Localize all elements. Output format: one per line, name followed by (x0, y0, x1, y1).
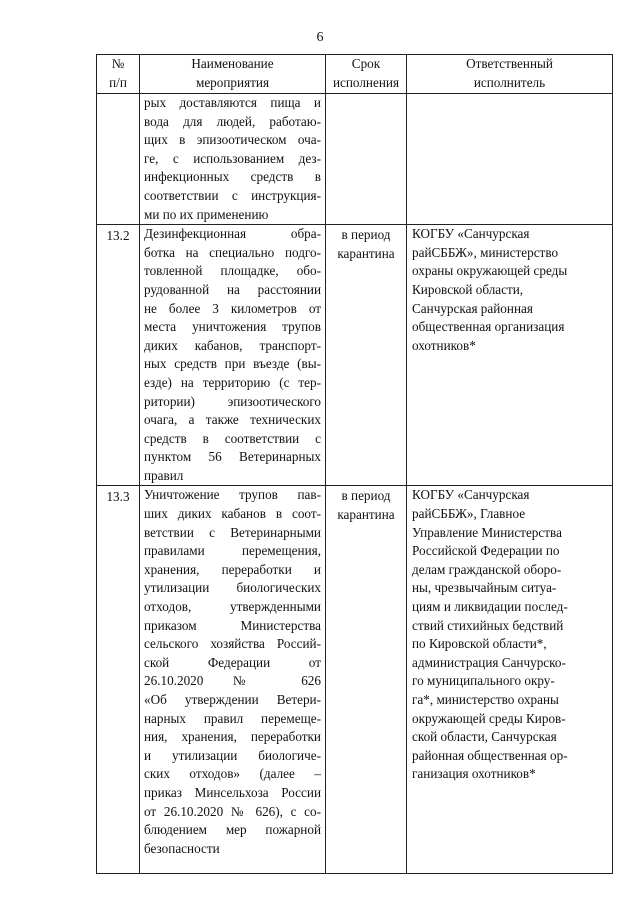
responsible-executor-line: Кировской области, (412, 281, 524, 297)
execution-term-line: карантина (337, 245, 395, 261)
table-header-row (97, 55, 613, 94)
measure-name-line: ботка на специально подго- (144, 244, 321, 260)
responsible-executor-line: охраны окружающей среды (412, 263, 568, 279)
responsible-executor-line: КОГБУ «Санчурская (412, 226, 530, 242)
measure-name-line: утилизации биологических (144, 580, 321, 596)
responsible-executor-line: администрация Санчурско- (412, 654, 566, 670)
measure-name-line: блюдением мер пожарной (144, 822, 321, 838)
responsible-executor-line: ствий стихийных бедствий (412, 617, 564, 633)
measure-name-line: хранения, переработки и (144, 561, 321, 577)
page-number: 6 (316, 30, 324, 45)
measure-name-line: сельского хозяйства Россий- (144, 636, 321, 652)
responsible-executor-line: Российской Федерации по (412, 543, 560, 559)
measure-name-line: приказ Минсельхоза России (144, 784, 321, 800)
responsible-executor (407, 225, 613, 486)
measure-name-line: приказом Министерства (144, 617, 321, 633)
measure-name-line: рудованной на расстоянии (144, 281, 321, 297)
measure-name (140, 225, 326, 486)
measure-name-line: ской Федерации от (144, 654, 321, 670)
measure-name (140, 486, 326, 874)
responsible-executor-line: га*, министерство охраны (412, 692, 559, 707)
row-number (97, 94, 140, 225)
measure-name-line: безопасности (144, 840, 220, 856)
measure-name-line: рых доставляются пища и (144, 95, 321, 110)
responsible-executor (407, 486, 613, 874)
responsible-executor-line: Управление Министерства (412, 524, 562, 540)
table-row (97, 225, 613, 486)
measure-name-line: ге, с использованием дез- (144, 150, 321, 166)
measure-name-line: отходов, утвержденными (144, 599, 321, 615)
measure-name-line: Дезинфекционная обра- (144, 226, 321, 242)
measure-name-line: правилами перемещения, (144, 543, 321, 559)
execution-term (326, 486, 407, 874)
responsible-executor-line: охотников* (412, 337, 476, 353)
measure-name-line: ных средств при въезде (вы- (144, 356, 321, 372)
measure-name-line: не более 3 километров от (144, 300, 321, 316)
row-number: 13.3 (97, 486, 140, 874)
header-executor: Ответственный исполнитель (407, 55, 613, 94)
measure-name-line: щих в эпизоотическом оча- (144, 132, 321, 148)
measure-name-line: инфекционных средств в (144, 169, 321, 185)
measure-name-line: 26.10.2020 № 626 (144, 673, 321, 689)
responsible-executor-line: го муниципального окру- (412, 673, 555, 689)
measure-name-line: вода для людей, работаю- (144, 113, 321, 129)
measure-name-line: «Об утверждении Ветери- (144, 692, 321, 707)
responsible-executor-line: КОГБУ «Санчурская (412, 487, 530, 503)
measure-name-line: места уничтожения трупов (144, 319, 321, 335)
table-row (97, 486, 613, 874)
measure-name-line: ния, хранения, переработки (144, 729, 321, 745)
header-num: № п/п (97, 55, 140, 94)
measures-table (96, 54, 613, 874)
responsible-executor-line: циям и ликвидации послед- (412, 599, 568, 615)
responsible-executor-line: районная общественная ор- (412, 747, 568, 763)
measure-name-line: товленной площадке, обо- (144, 263, 321, 279)
responsible-executor-line: ганизация охотников* (412, 766, 536, 782)
measure-name (140, 94, 326, 225)
table-row (97, 94, 613, 225)
responsible-executor-line: райСББЖ», министерство (412, 244, 559, 260)
execution-term-line: карантина (337, 507, 395, 523)
measure-name-line: от 26.10.2020 № 626), с со- (144, 803, 321, 819)
measure-name-line: ших диких кабанов в соот- (144, 506, 321, 522)
responsible-executor-line: делам гражданской оборо- (412, 561, 562, 577)
execution-term-line: в период (341, 227, 391, 243)
measure-name-line: и утилизации биологиче- (144, 747, 321, 763)
measure-name-line: ских отходов» (далее – (144, 766, 321, 782)
measure-name-line: средств в соответствии с (144, 430, 321, 446)
execution-term (326, 225, 407, 486)
responsible-executor-line: по Кировской области*, (412, 636, 547, 652)
measure-name-line: диких кабанов, транспорт- (144, 337, 321, 353)
responsible-executor-line: общественная организация (412, 319, 565, 335)
responsible-executor-line: райСББЖ», Главное (412, 506, 526, 522)
header-name: Наименование мероприятия (140, 55, 326, 94)
measure-name-line: пунктом 56 Ветеринарных (144, 449, 321, 465)
measure-name-line: ми по их применению (144, 206, 269, 222)
responsible-executor-line: ской области, Санчурская (412, 729, 557, 745)
measure-name-line: Уничтожение трупов пав- (144, 487, 321, 503)
measure-name-line: соответствии с инструкция- (144, 187, 321, 203)
measure-name-line: очага, а также технических (144, 412, 321, 428)
execution-term (326, 94, 407, 225)
measure-name-line: ветствии с Ветеринарными (144, 524, 321, 540)
responsible-executor-line: ны, чрезвычайным ситуа- (412, 580, 557, 596)
header-term: Срок исполнения (326, 55, 407, 94)
responsible-executor-line: Санчурская районная (412, 300, 533, 316)
measure-name-line: езде) на территорию (с тер- (144, 374, 321, 390)
measure-name-line: правил (144, 467, 184, 483)
execution-term-line: в период (341, 488, 391, 504)
responsible-executor-line: окружающей среды Киров- (412, 710, 566, 726)
measure-name-line: нарных правил перемеще- (144, 710, 321, 726)
responsible-executor (407, 94, 613, 225)
measure-name-line: ритории) эпизоотического (144, 393, 321, 409)
row-number: 13.2 (97, 225, 140, 486)
